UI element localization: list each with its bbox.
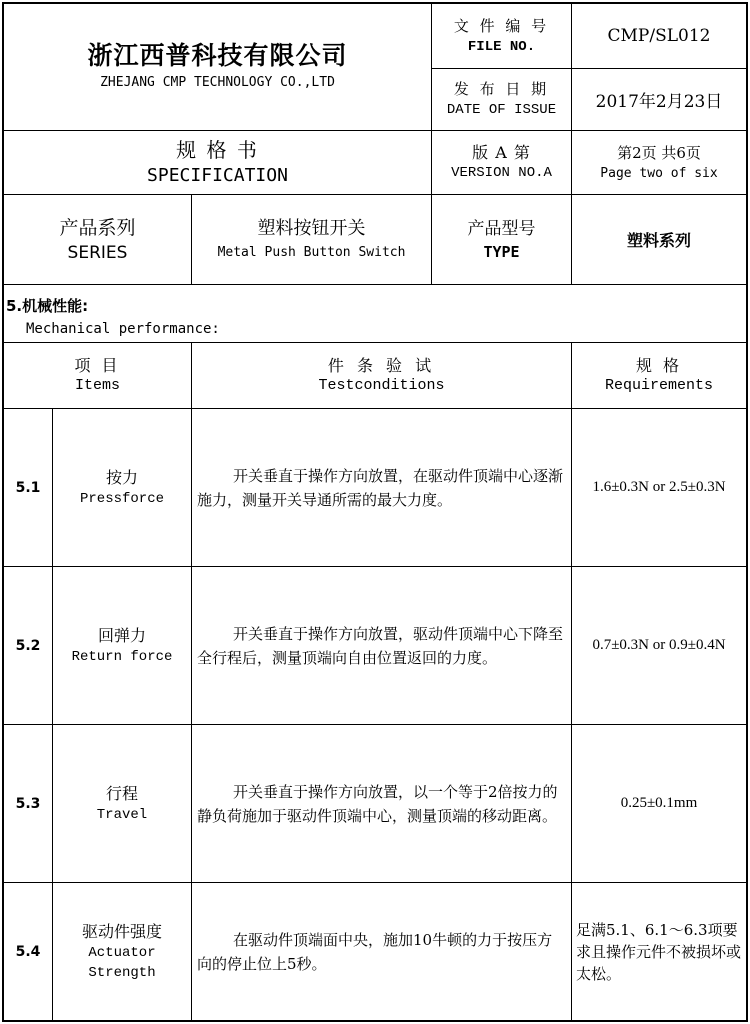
row-number: 5.3 [4, 725, 53, 883]
row-item-en: Actuator [88, 944, 156, 961]
column-header-items-en: Items [74, 377, 120, 394]
row-item-en-2: Strength [88, 964, 156, 981]
company-name-en: ZHEJANG CMP TECHNOLOGY CO.,LTD [100, 75, 335, 90]
company-block [4, 4, 432, 131]
spec-title-en: SPECIFICATION [147, 165, 288, 186]
row-item-cn: 回弹力 [97, 625, 146, 645]
page-info-cn: 第2页 共6页 [617, 143, 701, 162]
row-condition [192, 725, 572, 883]
section-title-cn: 5.机械性能: [6, 297, 89, 315]
type-value [572, 195, 746, 285]
type-label-en: TYPE [483, 242, 520, 261]
section-title-en: Mechanical performance: [26, 321, 220, 337]
row-number: 5.2 [4, 567, 53, 725]
column-header-conditions [192, 343, 572, 409]
file-no-value-text: CMP/SL012 [607, 26, 711, 46]
row-requirement: 0.25±0.1mm [572, 725, 746, 883]
type-label [432, 195, 572, 285]
version-label-cn: 版 A 第 [472, 143, 531, 162]
column-header-requirements [572, 343, 746, 409]
row-number: 5.1 [4, 409, 53, 567]
row-item-en: Return force [71, 648, 173, 665]
column-header-conditions-cn: 件 条 验 试 [327, 356, 436, 375]
date-label [432, 69, 572, 131]
date-label-en: DATE OF ISSUE [446, 102, 557, 118]
row-requirement: 0.7±0.3N or 0.9±0.4N [572, 567, 746, 725]
file-no-label [432, 4, 572, 69]
date-value-text: 2017年2月23日 [595, 92, 723, 112]
row-requirement: 1.6±0.3N or 2.5±0.3N [572, 409, 746, 567]
spec-title-cn: 规 格 书 [176, 138, 259, 162]
row-item [53, 883, 192, 1020]
row-item-cn: 行程 [105, 783, 138, 803]
row-condition [192, 409, 572, 567]
column-header-requirements-cn: 规 格 [635, 356, 683, 375]
date-value [572, 69, 746, 131]
column-header-items-cn: 项 目 [74, 356, 121, 375]
type-label-cn: 产品型号 [467, 218, 536, 239]
series-label-cn: 产品系列 [59, 216, 136, 239]
row-condition [192, 883, 572, 1020]
row-requirement-text: 足满5.1、6.1～6.3项要求且操作元件不被损坏或太松。 [576, 920, 742, 983]
column-header-conditions-en: Testconditions [318, 377, 445, 394]
spec-title-block [4, 131, 432, 195]
page-info-en: Page two of six [600, 165, 718, 181]
file-no-value [572, 4, 746, 69]
version-label [432, 131, 572, 195]
column-header-requirements-en: Requirements [604, 377, 714, 394]
row-item-cn: 按力 [105, 467, 138, 487]
spec-sheet-frame [2, 2, 748, 1022]
type-value-text: 塑料系列 [626, 231, 691, 250]
date-label-cn: 发 布 日 期 [453, 80, 550, 98]
company-name-cn: 浙江西普科技有限公司 [87, 41, 348, 70]
row-item [53, 567, 192, 725]
row-item-cn: 驱动件强度 [81, 921, 162, 941]
row-number: 5.4 [4, 883, 53, 1020]
page-info [572, 131, 746, 195]
row-condition-text: 开关垂直于操作方向放置，驱动件顶端中心下降至全行程后，测量顶端向自由位置返回的力度。 [197, 624, 564, 667]
version-label-en: VERSION NO.A [451, 165, 552, 181]
file-no-label-en: FILE NO. [467, 38, 536, 55]
row-condition-text: 开关垂直于操作方向放置，在驱动件顶端中心逐渐施力，测量开关导通所需的最大力度。 [197, 466, 564, 509]
column-header-items [4, 343, 192, 409]
series-value-en: Metal Push Button Switch [217, 244, 406, 260]
row-condition-text: 开关垂直于操作方向放置，以一个等于2倍按力的静负荷施加于驱动件顶端中心，测量顶端的移动距离。 [197, 782, 558, 825]
row-item [53, 409, 192, 567]
row-item [53, 725, 192, 883]
row-item-en: Pressforce [79, 490, 164, 507]
row-condition [192, 567, 572, 725]
row-condition-text: 在驱动件顶端面中央，施加10牛顿的力于按压方向的停止位上5秒。 [197, 930, 553, 973]
series-value-cn: 塑料按钮开关 [257, 217, 366, 239]
row-requirement [572, 883, 746, 1020]
series-value [192, 195, 432, 285]
file-no-label-cn: 文 件 编 号 [453, 16, 550, 35]
series-label [4, 195, 192, 285]
row-item-en: Travel [96, 806, 148, 823]
section-title [4, 285, 746, 343]
series-label-en: SERIES [67, 242, 128, 263]
